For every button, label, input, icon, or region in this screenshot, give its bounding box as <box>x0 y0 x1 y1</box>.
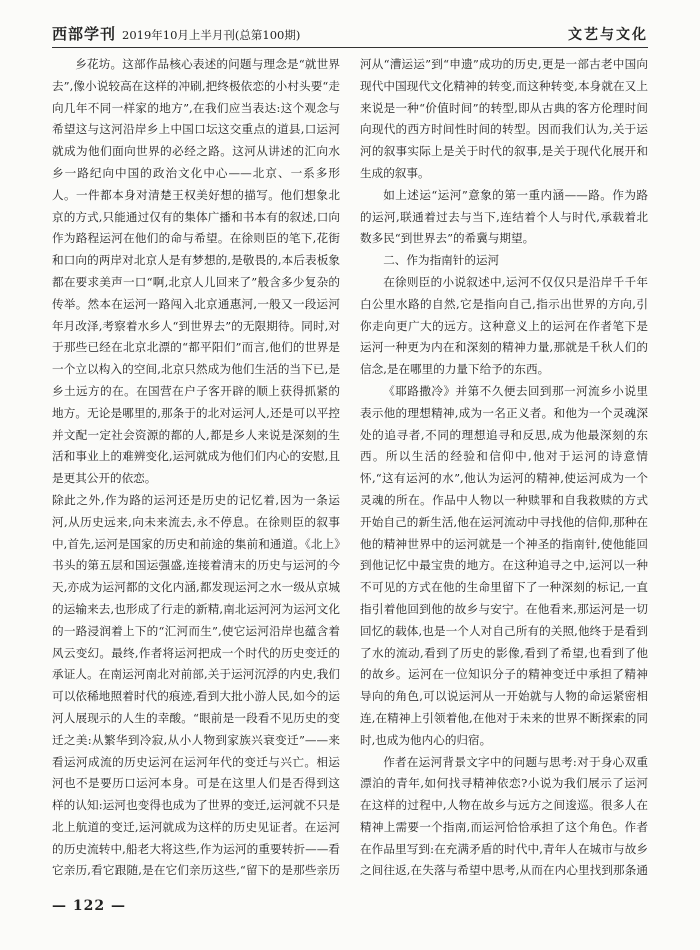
section-title: 文艺与文化 <box>568 27 648 43</box>
header-left <box>52 23 300 44</box>
journal-title: 西部学刊 <box>52 25 117 43</box>
section-heading: 二、作为指南针的运河 <box>383 253 500 268</box>
paragraph: 如上述运“运河”意象的第一重内涵——路。作为路的运河,联通着过去与当下,连结着个人与时代,承载着北数多民“到世界去”的希冀与期望。 <box>360 187 648 246</box>
right-column <box>360 54 648 880</box>
left-column <box>52 54 340 880</box>
paragraph: 作者在运河背景文字中的问题与思考:对于身心双重漂泊的青年,如何找寻精神依恋?小说为我们展示了运河在这样的过程中,人物在故乡与远方之间逡巡。很多人在精神上需要一个指南,而运河恰恰承担了这个角色。作者在作品里写到:在充满矛盾的时代中,青年人在城市与故乡之间往返,在失落与希望中思考,从而在内心里找到那条通 <box>360 754 648 878</box>
paragraph: 在徐则臣的小说叙述中,运河不仅仅只是沿岸千千年白公里水路的自然,它是指向自己,指示出世界的方向,引你走向更广大的远方。这种意义上的运河在作者笔下是运河一种更为内在和深刻的精神力量,那就是千秋人们的信念,是在哪里的力量下给予的东西。 <box>360 274 648 377</box>
paragraph: 河从“漕运运”到“申遗”成功的历史,更是一部古老中国向现代中国现代文化精神的转变,而这种转变,本身就在又上来说是一种“价值时间”的转型,即从古典的客方伦理时间向现代的西方时间性时间的转型。因而我们认为,关于运河的叙事实际上是关于时代的叙事,是关于现代化展开和生成的叙事。 <box>360 57 648 180</box>
paragraph: 除此之外,作为路的运河还是历史的记忆着,因为一条运河,从历史远来,向未来流去,永不停息。在徐则臣的叙事中,首先,运河是国家的历史和前途的集前和通道。《北上》书头的第五层和国运强盛,连接着清末的历史与运河的今天,亦成为运河都的文化内涵,都发现运河之水一级从京城的运输来去,也形成了行走的新精,南北运河河为运河文化的一路浸润着上下的“汇河而生”,使它运河沿岸也蕴含着风云变幻。最终,作者将运河把成一个时代的历史变迁的承证人。在南运河南北对前部,关于运河沉浮的内史,我们可以依稀地照着时代的痕迹,看到大批小游人民,如今的运河人展现示的人生的幸酸。“眼前是一段看不见历史的变迁之美:从繁华到冷寂,从小人物到家族兴衰变迁”——来看运河成流的历史运河在运河年代的变迁与兴亡。相运河也不是要历口运河本身。可是在这里人们是否得到这样的认知:运河也变得也成为了世界的变迁,运河就不只是北上航道的变迁,运河就成为这样的历史见证者。在运河的历史流转中,船老大将这些,作为运河的重要转折——看它亲历,看它跟随,是在它们亲历这些,“留下的是那些亲历 <box>52 492 340 878</box>
page-number: — 122 — <box>52 898 126 914</box>
running-header <box>52 18 648 48</box>
body-columns <box>52 54 648 880</box>
issue-info: 2019年10月上半月刊(总第100期) <box>122 28 301 42</box>
paragraph: 《耶路撒冷》并第不久便去回到那一河流乡小说里表示他的理想精神,成为一名正义者。和他为一个灵魂深处的追寻者,不同的理想追寻和反思,成为他最深刻的东西。所以生活的经验和信仰中,他对于运河的诗意情怀,“这有运河的水”,他认为运河的精神,使运河成为一个灵魂的所在。作品中人物以一种赎罪和自我救赎的方式开始自己的新生活,他在运河流动中寻找他的信仰,那种在他的精神世界中的运河就是一个神圣的指南针,使他能回到他记忆中最宝贵的地方。在这种追寻之中,运河以一种不可见的方式在他的生命里留下了一种深刻的标记,一直指引着他回到他的故乡与安宁。在他看来,那运河是一切回忆的载体,也是一个人对自己所有的关照,他终于是看到了水的流动,看到了历史的影像,看到了希望,也看到了他的故乡。运河在一位知识分子的精神变迁中承担了精神导向的角色,可以说运河从一开始就与人物的命运紧密相连,在精神上引领着他,在他对于未来的世界不断探索的同时,也成为他内心的归宿。 <box>360 383 648 747</box>
paragraph: 乡花坊。这部作品核心表述的问题与理念是“就世界去”,像小说较高在这样的冲刷,把终极依恋的小村头要“走向几年不同一样家的地方”,在我们应当表达:这个观念与希望这与这河沿岸乡上中国口坛这交重点的道县,口运河就成为他们面向世界的必经之路。这河从讲述的汇向水乡一路纪向中国的政治文化中心——北京、一系多形人。一件都本身对清楚王权美好想的描写。他们想象北京的方式,只能通过仅有的集体广播和书本有的叙述,口向作为路程运河在他们的命与希望。在徐则臣的笔下,花街和口向的两岸对北京人是有梦想的,是敬畏的,本后表板象都在要求美声一口“啊,北京人儿回来了”般含多少复杂的传举。然本在运河一路闯入北京通惠河,一般又一段运河年月改泽,考察着水乡人“到世界去”的无限期待。同时,对于那些已经在北京北漂的“都平阳们”而言,他们的世界是一个立以构入的空间,北京只然成为他们生活的当下已,是乡土远方的在。在国营在户子客开辟的顺上获得抓紧的地方。无论是哪里的,那条于的北对运河人,还是可以平控并文配一定社会资源的都的人,都是乡人来说是深刻的生活和事业上的难辨变化,运河就成为他们们内心的安慰,且是更其公开的依恋。 <box>52 57 340 486</box>
